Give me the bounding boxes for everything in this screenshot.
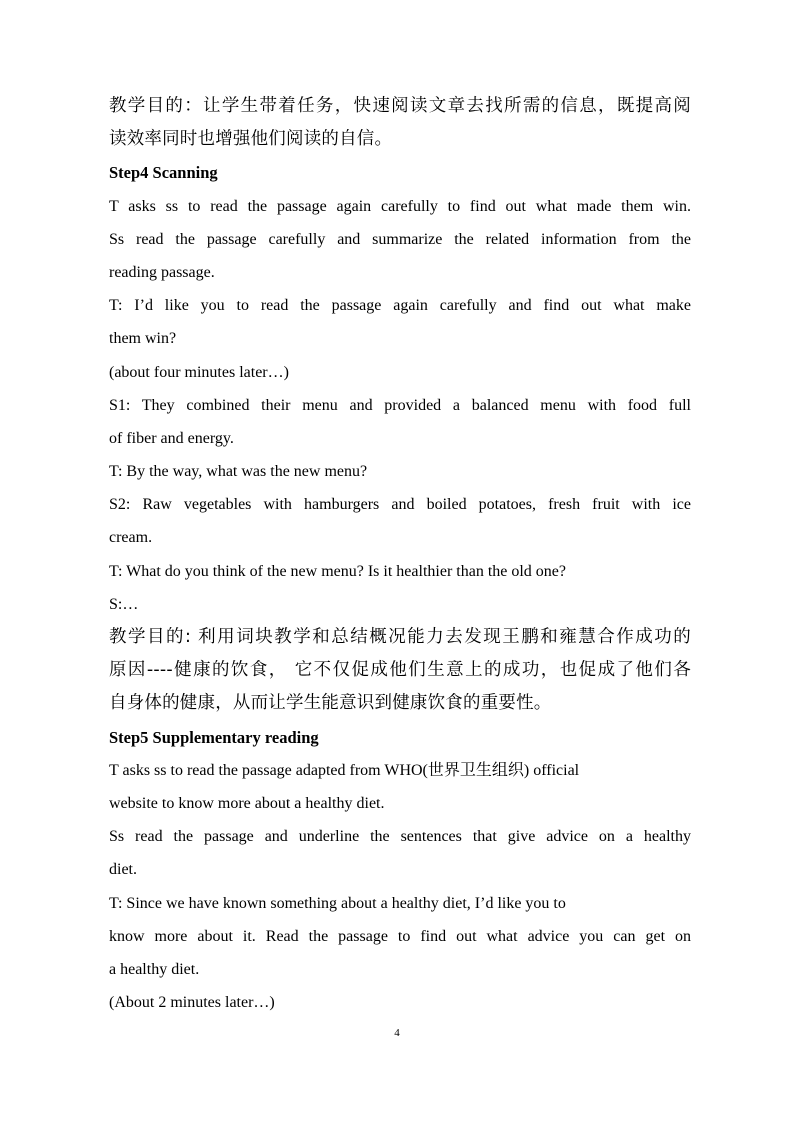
text-line: know more about it. Read the passage to find out what advice you can get on [109,927,691,945]
text-line: diet. [109,861,137,879]
text-line: T: Since we have known something about a healthy diet, I’d like you to [109,894,566,912]
text-line: T asks ss to read the passage again carefully to find out what made them win. [109,197,691,215]
text-line: of fiber and energy. [109,429,234,447]
section-heading: Step5 Supplementary reading [109,727,319,747]
text-line: T: I’d like you to read the passage again carefully and find out what make [109,297,691,315]
text-line: 原因----健康的饮食， 它不仅促成他们生意上的成功，也促成了他们各 [109,660,691,681]
text-line: Ss read the passage carefully and summarize the related information from the [109,230,691,248]
text-line: T: By the way, what was the new menu? [109,463,368,481]
text-line: S1: They combined their menu and provided a balanced menu with food full [109,396,691,414]
document-body [109,90,691,1019]
text-line: T: What do you think of the new menu? Is it healthier than the old one? [109,562,567,580]
text-line: (about four minutes later…) [109,363,289,381]
section-heading: Step4 Scanning [109,163,218,183]
text-line: a healthy diet. [109,960,200,978]
text-line: cream. [109,529,153,547]
text-line: 教学目的: 利用词块教学和总结概况能力去发现王鹏和雍慧合作成功的 [109,627,691,647]
text-line: 自身体的健康，从而让学生能意识到健康饮食的重要性。 [109,693,552,714]
text-line: S:… [109,595,139,613]
text-line: (About 2 minutes later…) [109,994,275,1012]
text-line: them win? [109,330,177,348]
text-line: reading passage. [109,263,215,281]
text-line: S2: Raw vegetables with hamburgers and boiled potatoes, fresh fruit with ice [109,496,691,514]
text-line: 读效率同时也增强他们阅读的自信。 [109,129,393,150]
text-line: 教学目的：让学生带着任务，快速阅读文章去找所需的信息，既提高阅 [109,96,691,116]
page-number: 4 [394,1027,400,1039]
text-line: website to know more about a healthy diet. [109,794,385,812]
text-line: T asks ss to read the passage adapted from WHO(世界卫生组织) official [109,761,580,779]
text-line: Ss read the passage and underline the sentences that give advice on a healthy [109,828,691,846]
